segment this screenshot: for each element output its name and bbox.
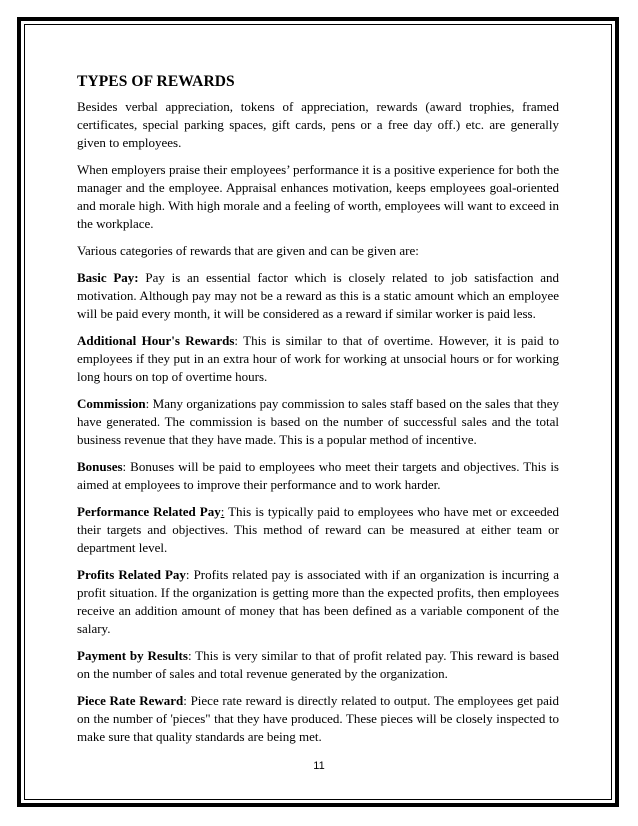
reward-term: Profits Related Pay bbox=[77, 567, 186, 582]
reward-description: Many organizations pay commission to sales staff based on the sales that they have generated. The commission is based on the number of successful sales and the total business revenue that they have made. This is a popular method of incentive. bbox=[77, 396, 559, 447]
section-heading: TYPES OF REWARDS bbox=[77, 73, 235, 90]
reward-term: Additional Hour's Rewards bbox=[77, 333, 235, 348]
reward-separator: : bbox=[220, 504, 225, 519]
reward-description: This is very similar to that of profit related pay. This reward is based on the number of sales and total revenue generated by the organization. bbox=[77, 648, 559, 681]
reward-term: Commission bbox=[77, 396, 146, 411]
reward-separator: : bbox=[134, 270, 139, 285]
reward-term: Performance Related Pay bbox=[77, 504, 221, 519]
document-body bbox=[77, 71, 559, 755]
reward-term: Bonuses bbox=[77, 459, 123, 474]
reward-separator: : bbox=[185, 567, 190, 582]
reward-separator: : bbox=[183, 693, 187, 708]
reward-additional-hours bbox=[77, 332, 559, 386]
reward-description: Profits related pay is associated with if an organization is incurring a profit situation. If the organization is getting more than the expected profits, then employees receive an addition amount of money that has been defined as a variable component of the salary. bbox=[77, 567, 559, 636]
reward-description: Piece rate reward is directly related to output. The employees get paid on the number of 'pieces" that they have produced. These pieces will be closely inspected to make sure that quality standards are being met. bbox=[77, 693, 559, 744]
reward-term: Payment by Results bbox=[77, 648, 188, 663]
reward-basic-pay bbox=[77, 269, 559, 323]
reward-description: Pay is an essential factor which is closely related to job satisfaction and motivation. Although pay may not be a reward as this is a static amount which an employee will be paid every month, it will be considered as a reward if similar worker is paid less. bbox=[77, 270, 559, 321]
page-number: 11 bbox=[313, 760, 325, 772]
reward-separator: : bbox=[187, 648, 192, 663]
intro-paragraph: Various categories of rewards that are given and can be given are: bbox=[77, 243, 419, 258]
reward-term: Basic Pay bbox=[77, 270, 135, 285]
reward-separator: : bbox=[234, 333, 239, 348]
reward-performance-related-pay bbox=[77, 503, 559, 557]
reward-commission bbox=[77, 395, 559, 449]
reward-description: This is typically paid to employees who have met or exceeded their targets and objectives. This method of reward can be measured at either team or department level. bbox=[77, 504, 559, 555]
reward-separator: : bbox=[122, 459, 127, 474]
intro-paragraph: When employers praise their employees’ performance it is a positive experience for both the manager and the employee. Appraisal enhances motivation, keeps employees goal-oriented and morale high. With high morale and a feeling of worth, employees will want to exceed in the workplace. bbox=[77, 162, 559, 231]
reward-separator: : bbox=[145, 396, 150, 411]
intro-paragraph: Besides verbal appreciation, tokens of appreciation, rewards (award trophies, framed certificates, special parking spaces, gift cards, pens or a free day off.) etc. are generally given to employees. bbox=[77, 99, 559, 150]
reward-bonuses bbox=[77, 458, 559, 494]
reward-description: Bonuses will be paid to employees who meet their targets and objectives. This is aimed at employees to improve their performance and to work harder. bbox=[77, 459, 559, 492]
reward-term: Piece Rate Reward bbox=[77, 693, 184, 708]
reward-profits-related-pay bbox=[77, 566, 559, 638]
reward-payment-by-results bbox=[77, 647, 559, 683]
reward-piece-rate bbox=[77, 692, 559, 746]
reward-description: This is similar to that of overtime. However, it is paid to employees if they put in an extra hour of work for working at unsocial hours or for working long hours on top of overtime hours. bbox=[77, 333, 559, 384]
